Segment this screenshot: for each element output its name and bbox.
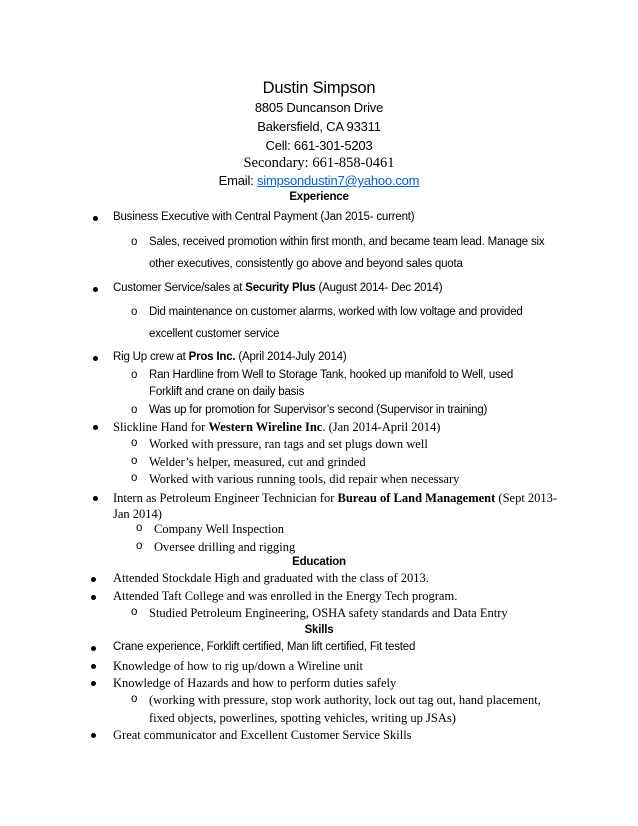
skills-heading: Skills xyxy=(304,624,334,636)
job-entry: Intern as Petroleum Engineer Technician for Bureau of Land Management (Sept 2013- xyxy=(113,491,558,505)
job-detail: Worked with various running tools, did repair when necessary xyxy=(149,472,460,486)
bullet-icon xyxy=(91,733,96,738)
sub-bullet-icon: o xyxy=(131,472,138,484)
email-label: Email: xyxy=(218,173,257,188)
education-heading: Education xyxy=(292,556,346,568)
email-link[interactable]: simpsondustin7@yahoo.com xyxy=(257,173,420,188)
address-line-1: 8805 Duncanson Drive xyxy=(254,100,384,115)
job-detail: Ran Hardline from Well to Storage Tank, hooked up manifold to Well, used xyxy=(149,369,514,381)
bullet-icon xyxy=(91,595,96,600)
sub-bullet-icon: o xyxy=(131,455,138,467)
skill-detail: fixed objects, powerlines, spotting vehicles, writing up JSAs) xyxy=(149,711,456,725)
job-detail: other executives, consistently go above and beyond sales quota xyxy=(149,258,463,270)
skill-entry: Great communicator and Excellent Customer Service Skills xyxy=(113,728,412,742)
candidate-name: Dustin Simpson xyxy=(262,79,376,97)
employer-name: Bureau of Land Management xyxy=(337,491,496,505)
job-detail: Worked with pressure, ran tags and set plugs down well xyxy=(149,437,428,451)
bullet-icon xyxy=(91,577,96,582)
skill-entry: Knowledge of how to rig up/down a Wireline unit xyxy=(113,659,363,673)
job-detail: Oversee drilling and rigging xyxy=(154,540,296,554)
bullet-icon xyxy=(93,287,98,292)
sub-bullet-icon: o xyxy=(131,437,138,449)
education-entry: Attended Taft College and was enrolled in the Energy Tech program. xyxy=(113,589,458,603)
job-detail: Welder’s helper, measured, cut and grinded xyxy=(149,455,366,469)
sub-bullet-icon: o xyxy=(136,540,143,552)
employer-name: Western Wireline Inc xyxy=(208,420,323,434)
skill-entry: Knowledge of Hazards and how to perform duties safely xyxy=(113,676,397,690)
job-entry: Customer Service/sales at Security Plus (August 2014- Dec 2014) xyxy=(113,282,443,294)
bullet-icon xyxy=(93,496,98,501)
sub-bullet-icon: o xyxy=(131,306,138,318)
address-line-2: Bakersfield, CA 93311 xyxy=(257,119,381,134)
job-entry-continued: Jan 2014) xyxy=(113,507,162,521)
job-detail: Forklift and crane on daily basis xyxy=(149,386,305,398)
education-detail: Studied Petroleum Engineering, OSHA safety standards and Data Entry xyxy=(149,606,508,620)
bullet-icon xyxy=(93,425,98,430)
job-detail: excellent customer service xyxy=(149,328,280,340)
sub-bullet-icon: o xyxy=(131,606,138,618)
skill-detail: (working with pressure, stop work authority, lock out tag out, hand placement, xyxy=(149,693,541,707)
email-line xyxy=(0,174,638,187)
job-entry: Slickline Hand for Western Wireline Inc. (Jan 2014-April 2014) xyxy=(113,420,441,434)
cell-phone: Cell: 661-301-5203 xyxy=(265,138,373,153)
education-entry: Attended Stockdale High and graduated with the class of 2013. xyxy=(113,571,429,585)
sub-bullet-icon: o xyxy=(131,693,138,705)
sub-bullet-icon: o xyxy=(136,522,143,534)
bullet-icon xyxy=(91,664,96,669)
secondary-phone: Secondary: 661-858-0461 xyxy=(243,155,395,171)
job-entry: Business Executive with Central Payment (Jan 2015- current) xyxy=(113,211,415,223)
employer-name: Pros Inc. xyxy=(188,351,236,363)
job-detail: Did maintenance on customer alarms, worked with low voltage and provided xyxy=(149,306,523,318)
job-detail: Sales, received promotion within first month, and became team lead. Manage six xyxy=(149,236,545,248)
experience-heading: Experience xyxy=(289,191,349,203)
job-entry: Rig Up crew at Pros Inc. (April 2014-July 2014) xyxy=(113,351,347,363)
bullet-icon xyxy=(91,681,96,686)
skill-entry: Crane experience, Forklift certified, Man lift certified, Fit tested xyxy=(113,641,416,653)
bullet-icon xyxy=(93,356,98,361)
sub-bullet-icon: o xyxy=(131,236,138,248)
sub-bullet-icon: o xyxy=(131,404,138,416)
bullet-icon xyxy=(93,216,98,221)
employer-name: Security Plus xyxy=(245,282,316,294)
job-detail: Was up for promotion for Supervisor’s second (Supervisor in training) xyxy=(149,404,488,416)
job-detail: Company Well Inspection xyxy=(154,522,284,536)
bullet-icon xyxy=(91,646,96,651)
sub-bullet-icon: o xyxy=(131,369,138,381)
